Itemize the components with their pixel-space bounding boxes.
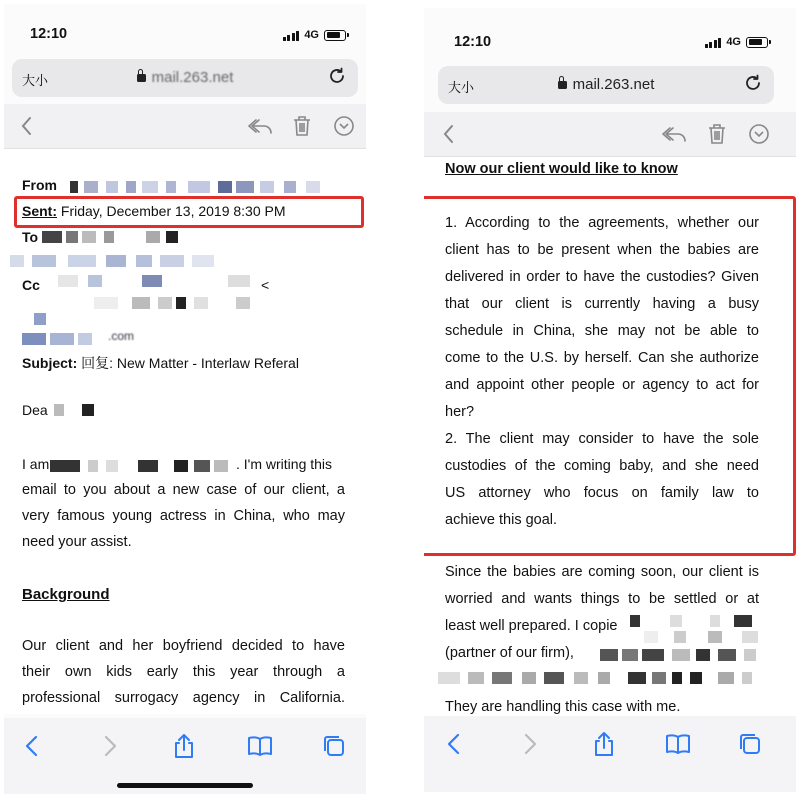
closing-line-5: They are handling this case with me. — [445, 699, 681, 715]
signal-icon — [283, 30, 300, 41]
email-content — [4, 149, 366, 714]
item2-line-2: custodies of the coming baby, and she need — [445, 458, 759, 474]
address-bar[interactable] — [12, 59, 358, 97]
closing-line-3: least well prepared. I copie — [445, 618, 618, 634]
browser-toolbar — [424, 716, 796, 792]
background-line-3: professional surrogacy agency in California. — [22, 690, 345, 706]
status-time: 12:10 — [454, 34, 492, 50]
item1-line-3: delivered in order to have the custodies? Given — [445, 269, 759, 285]
item1-line-7: and appoint other people or agency to act for — [445, 377, 759, 393]
redacted-partner — [600, 649, 760, 661]
bookmarks-icon[interactable] — [664, 730, 692, 758]
browser-toolbar — [4, 718, 366, 794]
redacted-cc — [58, 275, 268, 287]
redacted-line-2 — [438, 672, 758, 684]
redacted-greeting — [54, 404, 104, 416]
item1-line-5: schedule in China, she may not be able to — [445, 323, 759, 339]
redacted-name — [50, 460, 230, 472]
status-time: 12:10 — [30, 26, 68, 42]
subject-value: 回复: New Matter - Interlaw Referal — [81, 355, 299, 371]
item1-line-8: her? — [445, 404, 475, 420]
right-phone-screenshot — [424, 8, 796, 792]
signal-icon — [705, 37, 722, 48]
item1-line-6: come to the U.S. by herself. Can she authorize — [445, 350, 759, 366]
greeting: Dea — [22, 402, 48, 418]
back-chevron-icon[interactable] — [14, 113, 40, 139]
reply-icon[interactable] — [662, 121, 688, 147]
redacted-to — [42, 231, 192, 243]
browser-back-icon[interactable] — [18, 732, 46, 760]
url-text: mail.263.net — [572, 76, 655, 93]
section-heading: Now our client would like to know — [445, 161, 678, 177]
intro-line-4: need your assist. — [22, 534, 132, 550]
redacted-cc-2 — [94, 297, 264, 309]
redacted-line — [10, 255, 230, 267]
status-bar — [424, 8, 796, 60]
background-line-2: their own kids early this year through a — [22, 664, 345, 680]
cc-label: Cc — [22, 277, 40, 293]
sent-value: Friday, December 13, 2019 8:30 PM — [60, 203, 286, 219]
redacted-email-prefix — [22, 333, 102, 345]
background-heading: Background — [22, 586, 110, 603]
trash-icon[interactable] — [289, 113, 315, 139]
sent-highlight-box — [14, 196, 364, 228]
item1-line-1: 1. According to the agreements, whether our — [445, 215, 759, 231]
intro-end: . I'm writing this — [236, 456, 333, 472]
questions-highlight-box — [424, 196, 796, 556]
text-size-button[interactable]: 大小 — [22, 73, 49, 88]
partial-email: .com — [108, 329, 135, 343]
text-size-button[interactable]: 大小 — [448, 80, 475, 95]
item2-line-1: 2. The client may consider to have the sole — [445, 431, 759, 447]
lock-icon — [137, 74, 146, 82]
network-type: 4G — [304, 29, 319, 41]
redacted-cc-3 — [34, 313, 64, 325]
intro-line-2: email to you about a new case of our client, a — [22, 482, 345, 498]
reply-icon[interactable] — [248, 113, 274, 139]
back-chevron-icon[interactable] — [436, 121, 462, 147]
reload-icon[interactable] — [326, 65, 348, 87]
home-indicator — [117, 783, 253, 788]
intro-start: I am — [22, 456, 50, 472]
more-options-icon[interactable] — [746, 121, 772, 147]
network-type: 4G — [726, 36, 741, 48]
from-label: From — [22, 177, 57, 193]
status-bar — [4, 4, 366, 56]
closing-line-1: Since the babies are coming soon, our client is — [445, 564, 759, 580]
sent-label: Sent: — [22, 203, 57, 219]
closing-line-2: worried and wants things to be settled or at — [445, 591, 759, 607]
closing-line-4: (partner of our firm), — [445, 645, 574, 661]
bookmarks-icon[interactable] — [246, 732, 274, 760]
browser-back-icon[interactable] — [440, 730, 468, 758]
more-options-icon[interactable] — [331, 113, 357, 139]
left-phone-screenshot — [4, 4, 366, 794]
share-icon[interactable] — [590, 730, 618, 758]
item2-line-4: achieve this goal. — [445, 512, 558, 528]
item2-line-3: US attorney who focus on family law to — [445, 485, 759, 501]
share-icon[interactable] — [170, 732, 198, 760]
battery-icon — [746, 37, 768, 48]
tabs-icon[interactable] — [736, 730, 764, 758]
address-bar[interactable] — [438, 66, 774, 104]
battery-icon — [324, 30, 346, 41]
background-line-1: Our client and her boyfriend decided to have — [22, 638, 345, 654]
reload-icon[interactable] — [742, 72, 764, 94]
redacted-from — [70, 181, 340, 193]
tabs-icon[interactable] — [320, 732, 348, 760]
redacted-copied-names — [630, 615, 760, 627]
intro-line-3: very famous young actress in China, who may — [22, 508, 345, 524]
item1-line-2: client has to be present when the babies are — [445, 242, 759, 258]
browser-forward-icon[interactable] — [516, 730, 544, 758]
mail-toolbar — [4, 104, 366, 149]
to-label: To — [22, 229, 39, 245]
url-text: mail.263.net — [151, 69, 234, 86]
lock-icon — [558, 81, 567, 89]
mail-toolbar — [424, 112, 796, 157]
item1-line-4: that our client is currently having a busy — [445, 296, 759, 312]
subject-label: Subject: — [22, 355, 78, 371]
trash-icon[interactable] — [704, 121, 730, 147]
redacted-copied-names-2 — [644, 631, 774, 643]
cc-bracket: < — [261, 277, 270, 293]
subject-row — [22, 353, 299, 373]
browser-forward-icon[interactable] — [96, 732, 124, 760]
